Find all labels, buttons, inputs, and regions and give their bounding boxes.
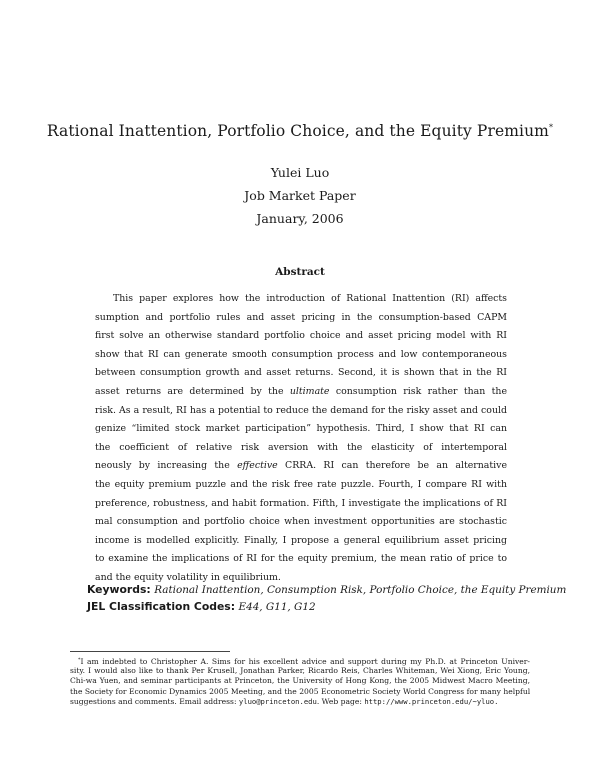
abstract-line: neously by increasing the effective CRRA. RI can therefore be an alternative xyxy=(95,460,507,472)
footnote-line: the Society for Economic Dynamics 2005 Meeting, and the 2005 Econometric Society World Congress for many helpful xyxy=(70,686,530,696)
footnote-line: *I am indebted to Christopher A. Sims for his excellent advice and support during my Ph.D. at Princeton Univer- xyxy=(78,657,530,666)
abstract-line: income is modelled explicitly. Finally, I propose a general equilibrium asset pricing xyxy=(95,534,507,546)
footnote-line: Chi-wa Yuen, and seminar participants at Princeton, the University of Hong Kong, the 2005 Midwest Macro Meeting, xyxy=(70,676,530,686)
footnote-rule xyxy=(70,651,230,652)
abstract-line: sumption and portfolio rules and asset pricing in the consumption-based CAPM xyxy=(95,311,507,323)
abstract-line: genize “limited stock market participation” hypothesis. Third, I show that RI can xyxy=(95,423,507,435)
footnote xyxy=(70,655,530,708)
abstract-body xyxy=(95,290,507,588)
paper-date: January, 2006 xyxy=(256,211,344,226)
keywords-label: Keywords xyxy=(87,583,147,596)
keywords-text: Rational Inattention, Consumption Risk, Portfolio Choice, the Equity Premium xyxy=(154,584,567,596)
footnote-line: sity. I would also like to thank Per Krusell, Jonathan Parker, Ricardo Reis, Charles Whiteman, Wei Xiong, Eric Young, xyxy=(70,665,530,675)
abstract-line: the equity premium puzzle and the risk free rate puzzle. Fourth, I compare RI with xyxy=(95,478,507,490)
abstract-line: to examine the implications of RI for the equity premium, the mean ratio of price to xyxy=(95,553,507,565)
abstract-line: show that RI can generate smooth consumption process and low contemporaneous xyxy=(95,348,507,360)
abstract-line: and the equity volatility in equilibrium. xyxy=(95,571,281,583)
jel-text: E44, G11, G12 xyxy=(238,601,316,613)
abstract-line: between consumption growth and asset returns. Second, it is shown that in the RI xyxy=(95,367,507,379)
footnote-line: suggestions and comments. Email address: yluo@princeton.edu. Web page: http://www.princeton.edu/~yluo. xyxy=(70,697,499,707)
abstract-line: This paper explores how the introduction of Rational Inattention (RI) affects xyxy=(113,293,507,304)
paper-type: Job Market Paper xyxy=(244,188,356,203)
abstract-heading: Abstract xyxy=(275,266,325,278)
jel-line: JEL Classification Codes: E44, G11, G12 xyxy=(87,600,316,613)
author-name: Yulei Luo xyxy=(270,165,330,180)
abstract-line: risk. As a result, RI has a potential to reduce the demand for the risky asset and could xyxy=(95,404,507,416)
paper-title xyxy=(0,122,600,140)
paper-title-text: Rational Inattention, Portfolio Choice, and the Equity Premium xyxy=(46,122,549,140)
abstract-line: the coefficient of relative risk aversion with the elasticity of intertemporal xyxy=(95,441,507,453)
abstract-line: first solve an otherwise standard portfolio choice and asset pricing model with RI xyxy=(95,330,507,342)
keywords-line: Keywords: Rational Inattention, Consumption Risk, Portfolio Choice, the Equity Premium xyxy=(87,583,567,596)
footnote-mark: * xyxy=(78,657,81,663)
email-link[interactable]: yluo@princeton.edu xyxy=(238,697,317,707)
web-page-link[interactable]: http://www.princeton.edu/~yluo. xyxy=(364,697,499,707)
abstract-line: preference, robustness, and habit formation. Fifth, I investigate the implications of RI xyxy=(95,497,507,509)
abstract-line: asset returns are determined by the ultimate consumption risk rather than the xyxy=(95,385,507,397)
title-footnote-mark: * xyxy=(548,123,554,132)
jel-label: JEL Classification Codes xyxy=(87,600,231,613)
abstract-line: mal consumption and portfolio choice when investment opportunities are stochastic xyxy=(95,516,507,528)
